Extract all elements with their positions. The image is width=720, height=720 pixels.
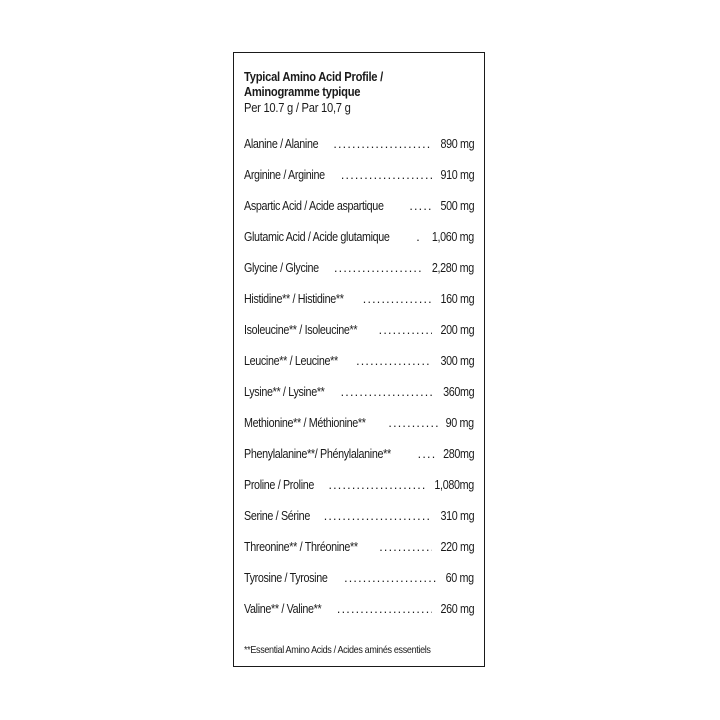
amino-acid-name: Glycine / Glycine — [244, 260, 319, 275]
amino-acid-name: Methionine** / Méthionine** — [244, 415, 366, 430]
table-row — [244, 190, 474, 221]
table-row — [244, 407, 474, 438]
leader-dots — [334, 261, 422, 275]
leader-dots — [416, 230, 422, 244]
table-row — [244, 252, 474, 283]
amino-acid-amount: 310 mg — [440, 508, 474, 523]
amino-acid-list — [244, 128, 474, 624]
table-row — [244, 593, 474, 624]
amino-acid-name: Threonine** / Thréonine** — [244, 539, 358, 554]
amino-acid-amount: 90 mg — [445, 415, 474, 430]
amino-acid-name: Leucine** / Leucine** — [244, 353, 338, 368]
amino-acid-amount: 1,080mg — [434, 477, 474, 492]
amino-acid-name: Aspartic Acid / Acide aspartique — [244, 198, 384, 213]
amino-acid-amount: 500 mg — [440, 198, 474, 213]
table-row — [244, 314, 474, 345]
table-row — [244, 500, 474, 531]
amino-acid-name: Arginine / Arginine — [244, 167, 325, 182]
title-line-2: Aminogramme typique — [244, 84, 361, 99]
table-row — [244, 159, 474, 190]
amino-acid-name: Proline / Proline — [244, 477, 315, 492]
table-row — [244, 562, 474, 593]
amino-acid-amount: 890 mg — [440, 136, 474, 151]
amino-acid-amount: 280mg — [442, 446, 474, 461]
leader-dots — [337, 602, 432, 616]
table-row — [244, 345, 474, 376]
amino-acid-amount: 220 mg — [440, 539, 474, 554]
amino-acid-amount: 360mg — [442, 384, 474, 399]
amino-acid-name: Glutamic Acid / Acide glutamique — [244, 229, 390, 244]
amino-acid-amount: 260 mg — [440, 601, 474, 616]
leader-dots — [379, 323, 432, 337]
table-row — [244, 376, 474, 407]
leader-dots — [379, 540, 431, 554]
amino-acid-amount: 200 mg — [440, 322, 474, 337]
table-row — [244, 221, 474, 252]
amino-acid-panel — [233, 52, 485, 667]
title-line-1: Typical Amino Acid Profile / — [244, 69, 383, 84]
leader-dots — [409, 199, 431, 213]
table-row — [244, 283, 474, 314]
serving-size: Per 10.7 g / Par 10,7 g — [244, 100, 351, 115]
amino-acid-name: Lysine** / Lysine** — [244, 384, 325, 399]
amino-acid-amount: 1,060 mg — [431, 229, 474, 244]
amino-acid-amount: 2,280 mg — [431, 260, 474, 275]
amino-acid-name: Serine / Sérine — [244, 508, 310, 523]
amino-acid-name: Valine** / Valine** — [244, 601, 322, 616]
amino-acid-name: Phenylalanine**/ Phénylalanine** — [244, 446, 391, 461]
amino-acid-name: Alanine / Alanine — [244, 136, 319, 151]
leader-dots — [388, 416, 438, 430]
amino-acid-amount: 910 mg — [440, 167, 474, 182]
table-row — [244, 438, 474, 469]
leader-dots — [328, 478, 425, 492]
amino-acid-name: Histidine** / Histidine** — [244, 291, 344, 306]
leader-dots — [418, 447, 435, 461]
leader-dots — [341, 385, 435, 399]
amino-acid-name: Isoleucine** / Isoleucine** — [244, 322, 358, 337]
table-row — [244, 128, 474, 159]
amino-acid-amount: 160 mg — [440, 291, 474, 306]
leader-dots — [324, 509, 432, 523]
panel-title — [244, 69, 442, 99]
amino-acid-amount: 300 mg — [440, 353, 474, 368]
amino-acid-amount: 60 mg — [445, 570, 474, 585]
amino-acid-name: Tyrosine / Tyrosine — [244, 570, 328, 585]
leader-dots — [344, 571, 438, 585]
leader-dots — [333, 137, 431, 151]
leader-dots — [341, 168, 432, 182]
table-row — [244, 469, 474, 500]
footnote: **Essential Amino Acids / Acides aminés essentiels — [244, 644, 431, 656]
table-row — [244, 531, 474, 562]
leader-dots — [363, 292, 432, 306]
leader-dots — [356, 354, 432, 368]
